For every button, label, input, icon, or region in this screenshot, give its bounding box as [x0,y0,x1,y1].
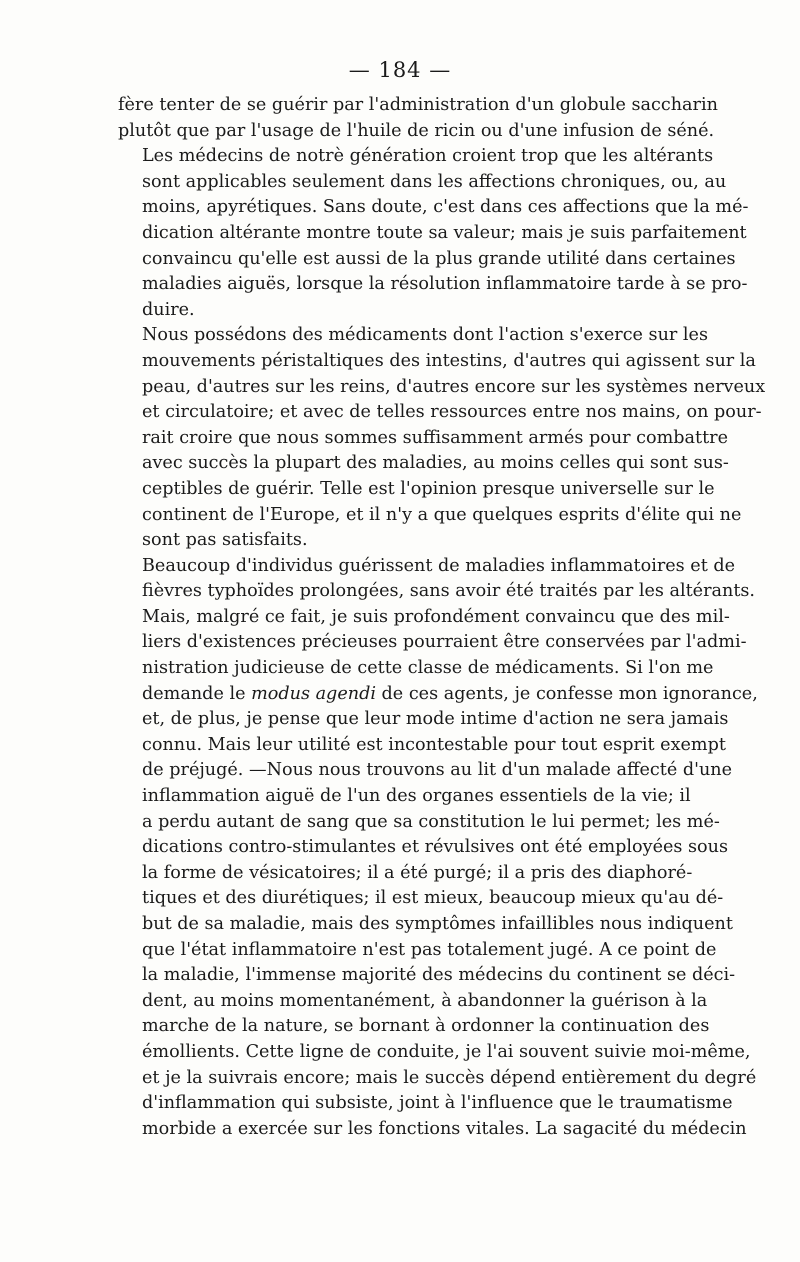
text-line: inflammation aiguë de l'un des organes essentiels de la vie; il [142,786,691,807]
body-text [118,93,766,1142]
text-line: convaincu qu'elle est aussi de la plus grande utilité dans certaines [142,248,736,269]
text-line: que l'état inflammatoire n'est pas totalement jugé. A ce point de [142,939,717,960]
page-number: — 184 — [348,58,452,82]
text-line: moins, apyrétiques. Sans doute, c'est dans ces affections que la mé- [142,197,749,218]
text-line: sont pas satisfaits. [142,530,308,551]
text-line: et, de plus, je pense que leur mode intime d'action ne sera jamais [142,709,729,730]
text-line: demande le modus agendi de ces agents, je confesse mon ignorance, [142,683,758,704]
text-line: duire. [142,299,195,320]
text-line: peau, d'autres sur les reins, d'autres encore sur les systèmes nerveux [142,376,766,397]
text-line: plutôt que par l'usage de l'huile de ricin ou d'une infusion de séné. [118,120,715,141]
text-line: la maladie, l'immense majorité des médecins du continent se déci- [142,965,736,986]
text-line: connu. Mais leur utilité est incontestable pour tout esprit exempt [142,734,726,755]
text-line: dent, au moins momentanément, à abandonner la guérison à la [142,990,708,1011]
paragraph [118,323,766,553]
text-line: Les médecins de notrè génération croient trop que les altérants [142,146,714,167]
text-line: morbide a exercée sur les fonctions vitales. La sagacité du médecin [142,1118,747,1139]
text-line: la forme de vésicatoires; il a été purgé; il a pris des diaphoré- [142,862,693,883]
text-line: Mais, malgré ce fait, je suis profondément convaincu que des mil- [142,606,730,627]
text-line: a perdu autant de sang que sa constitution le lui permet; les mé- [142,811,720,832]
text-line: dication altérante montre toute sa valeur; mais je suis parfaitement [142,222,747,243]
text-line: nistration judicieuse de cette classe de médicaments. Si l'on me [142,658,714,679]
text-line: continent de l'Europe, et il n'y a que quelques esprits d'élite qui ne [142,504,742,525]
paragraph [118,144,749,323]
text-line: tiques et des diurétiques; il est mieux, beaucoup mieux qu'au dé- [142,888,724,909]
text-line: liers d'existences précieuses pourraient être conservées par l'admi- [142,632,747,653]
text-line: sont applicables seulement dans les affections chroniques, ou, au [142,171,727,192]
text-line: but de sa maladie, mais des symptômes infaillibles nous indiquent [142,914,733,934]
text-line: avec succès la plupart des maladies, au moins celles qui sont sus- [142,453,729,474]
text-line: mouvements péristaltiques des intestins, d'autres qui agissent sur la [142,350,756,371]
text-line: d'inflammation qui subsiste, joint à l'influence que le traumatisme [142,1093,733,1114]
text-line: fère tenter de se guérir par l'administration d'un globule saccharin [118,95,718,115]
text-line: et circulatoire; et avec de telles ressources entre nos mains, on pour- [142,402,762,423]
text-line: de préjugé. —Nous nous trouvons au lit d'un malade affecté d'une [142,760,733,781]
paragraph [118,93,718,144]
text-line: ceptibles de guérir. Telle est l'opinion presque universelle sur le [142,478,715,499]
text-line: Beaucoup d'individus guérissent de maladies inflammatoires et de [142,555,736,576]
text-line: rait croire que nous sommes suffisamment armés pour combattre [142,427,729,448]
text-line: dications contro-stimulantes et révulsives ont été employées sous [142,837,728,858]
text-line: Nous possédons des médicaments dont l'action s'exerce sur les [142,325,708,346]
text-line: maladies aiguës, lorsque la résolution inflammatoire tarde à se pro- [142,274,748,295]
paragraph [118,554,758,1143]
text-line: et je la suivrais encore; mais le succès dépend entièrement du degré [142,1067,757,1088]
text-line: émollients. Cette ligne de conduite, je l'ai souvent suivie moi-même, [142,1041,751,1062]
text-line: fièvres typhoïdes prolongées, sans avoir été traités par les altérants. [142,581,756,602]
text-line: marche de la nature, se bornant à ordonner la continuation des [142,1016,710,1037]
